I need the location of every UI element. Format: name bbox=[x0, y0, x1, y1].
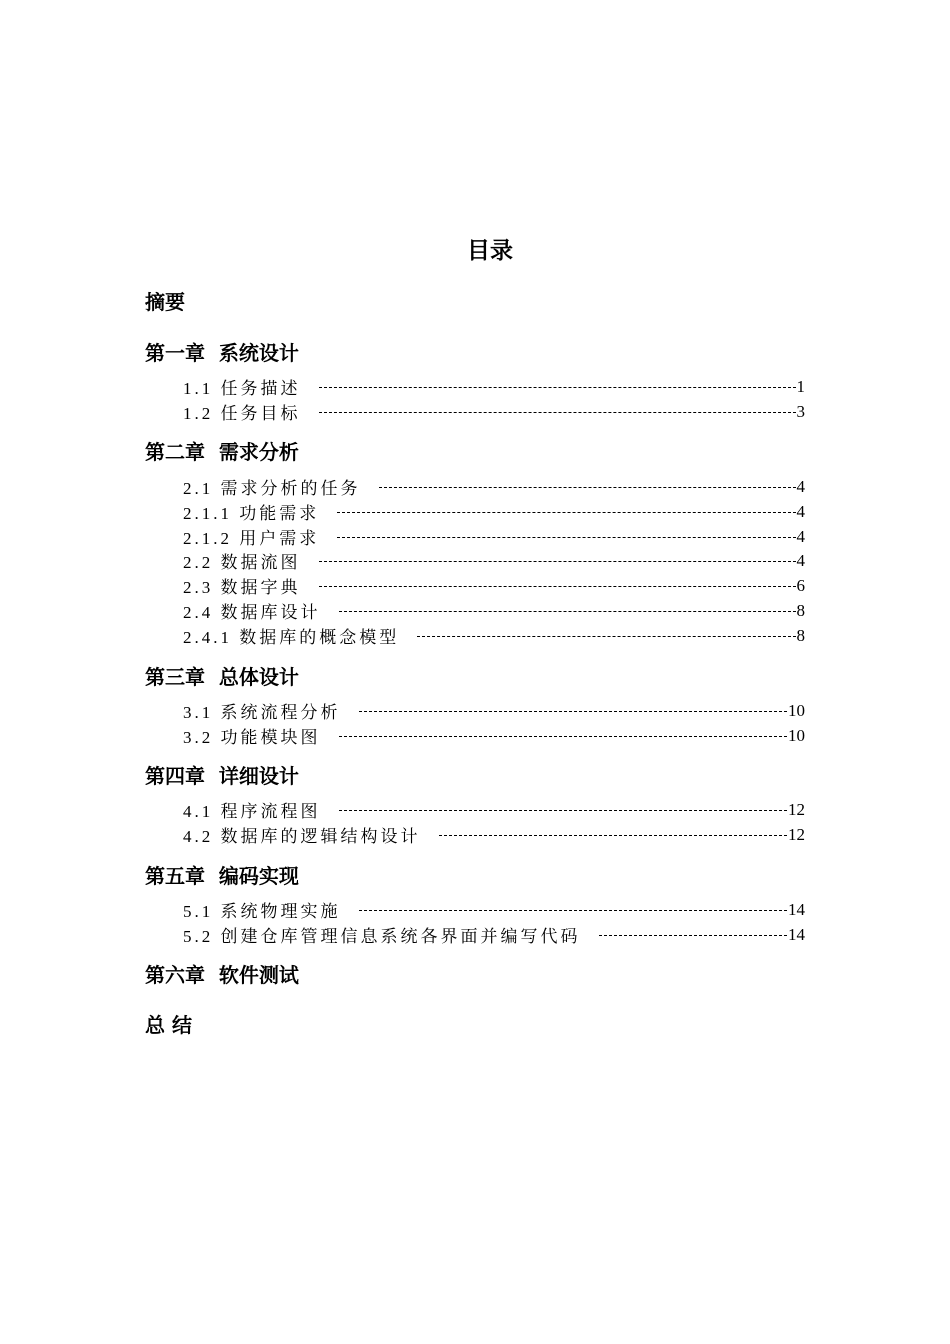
toc-entry-label: 3.2 功能模块图 bbox=[183, 728, 321, 747]
toc-entry-page: 4 bbox=[796, 501, 805, 521]
dash-leader bbox=[379, 487, 796, 488]
toc-entry-label: 5.1 系统物理实施 bbox=[183, 902, 341, 921]
toc-entry bbox=[183, 797, 805, 822]
chapter-heading: 第二章 需求分析 bbox=[145, 440, 299, 464]
toc-entry-page: 10 bbox=[788, 700, 805, 720]
toc-entry-label: 2.2 数据流图 bbox=[183, 553, 301, 572]
toc-entry bbox=[183, 399, 805, 424]
dash-leader bbox=[319, 387, 796, 388]
toc-entry bbox=[183, 698, 805, 723]
dash-leader bbox=[319, 561, 796, 562]
toc-entry bbox=[183, 548, 805, 573]
toc-entry-page: 12 bbox=[788, 799, 805, 819]
toc-entry bbox=[183, 499, 805, 524]
toc-entry-label: 3.1 系统流程分析 bbox=[183, 703, 341, 722]
toc-conclusion: 总 结 bbox=[145, 1013, 192, 1037]
toc-entry-page: 4 bbox=[796, 526, 805, 546]
toc-entry bbox=[183, 573, 805, 598]
toc-entry bbox=[183, 623, 805, 648]
toc-entry-page: 4 bbox=[796, 550, 805, 570]
toc-entry-page: 6 bbox=[796, 575, 805, 595]
toc-entry bbox=[183, 897, 805, 922]
toc-entry-label: 2.1 需求分析的任务 bbox=[183, 479, 361, 498]
dash-leader bbox=[319, 412, 796, 413]
chapter-heading: 第五章 编码实现 bbox=[145, 864, 299, 888]
chapter-heading: 第四章 详细设计 bbox=[145, 764, 299, 788]
toc-entry-page: 1 bbox=[796, 376, 805, 396]
toc-entry-label: 1.1 任务描述 bbox=[183, 379, 301, 398]
toc-entry-label: 1.2 任务目标 bbox=[183, 404, 301, 423]
dash-leader bbox=[359, 910, 788, 911]
chapter-heading: 第三章 总体设计 bbox=[145, 665, 299, 689]
dash-leader bbox=[599, 935, 788, 936]
dash-leader bbox=[337, 537, 795, 538]
toc-entry-label: 4.2 数据库的逻辑结构设计 bbox=[183, 827, 421, 846]
toc-entry-label: 2.1.1 功能需求 bbox=[183, 504, 320, 523]
toc-entry-page: 3 bbox=[796, 401, 805, 421]
toc-entry-label: 5.2 创建仓库管理信息系统各界面并编写代码 bbox=[183, 927, 581, 946]
dash-leader bbox=[337, 512, 795, 513]
toc-entry-page: 8 bbox=[796, 625, 805, 645]
dash-leader bbox=[359, 711, 788, 712]
chapter-heading: 第一章 系统设计 bbox=[145, 341, 299, 365]
toc-entry-page: 10 bbox=[788, 725, 805, 745]
toc-entry bbox=[183, 922, 805, 947]
toc-entry-page: 12 bbox=[788, 824, 805, 844]
toc-entry bbox=[183, 598, 805, 623]
toc-entry-page: 4 bbox=[796, 476, 805, 496]
dash-leader bbox=[439, 835, 788, 836]
dash-leader bbox=[319, 586, 796, 587]
toc-entry-page: 14 bbox=[788, 899, 805, 919]
toc-entry bbox=[183, 822, 805, 847]
toc-entry bbox=[183, 374, 805, 399]
toc-entry-label: 2.3 数据字典 bbox=[183, 578, 301, 597]
toc-abstract: 摘要 bbox=[145, 290, 185, 314]
toc-title: 目录 bbox=[467, 238, 513, 264]
dash-leader bbox=[339, 810, 788, 811]
toc-entry bbox=[183, 723, 805, 748]
toc-entry bbox=[183, 524, 805, 549]
toc-entry bbox=[183, 474, 805, 499]
toc-entry-label: 2.1.2 用户需求 bbox=[183, 529, 320, 548]
dash-leader bbox=[339, 736, 788, 737]
toc-entry-page: 8 bbox=[796, 600, 805, 620]
toc-entry-label: 4.1 程序流程图 bbox=[183, 802, 321, 821]
dash-leader bbox=[417, 636, 795, 637]
chapter-heading: 第六章 软件测试 bbox=[145, 963, 299, 987]
toc-entry-label: 2.4.1 数据库的概念模型 bbox=[183, 628, 400, 647]
toc-entry-page: 14 bbox=[788, 924, 805, 944]
toc-entry-label: 2.4 数据库设计 bbox=[183, 603, 321, 622]
dash-leader bbox=[339, 611, 796, 612]
